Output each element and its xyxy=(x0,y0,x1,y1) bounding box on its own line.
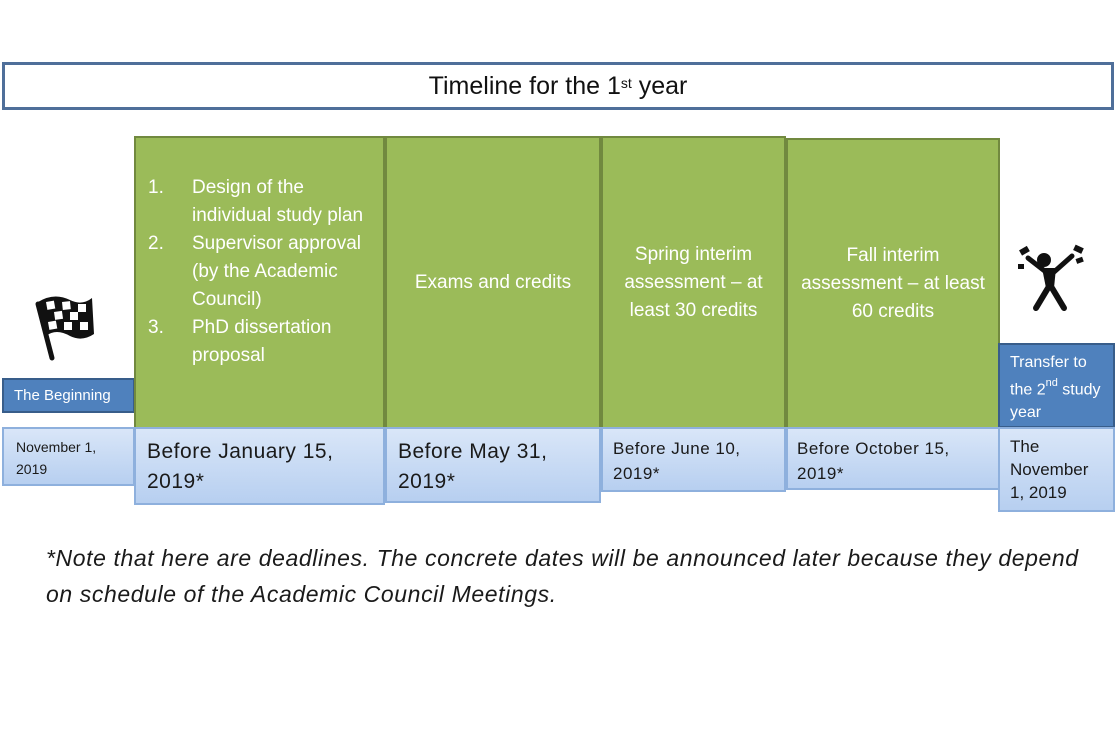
stage-fall-text: Fall interim assessment – at least 60 credits xyxy=(801,245,985,322)
title-sup: st xyxy=(620,75,632,91)
stage-fall-assessment xyxy=(786,138,1000,430)
start-label: The Beginning xyxy=(2,378,135,413)
stage-exams-text: Exams and credits xyxy=(414,272,572,293)
title-after: year xyxy=(631,71,688,100)
stage-spring-assessment xyxy=(601,136,786,430)
task-list xyxy=(148,174,375,370)
celebrating-person-icon xyxy=(1016,244,1090,318)
date-january: Before January 15, 2019* xyxy=(134,427,385,505)
task-item: 1. Design of the individual study plan xyxy=(148,177,364,226)
task-item: 2. Supervisor approval (by the Academic Council) xyxy=(148,233,361,310)
date-october: Before October 15, 2019* xyxy=(786,427,1000,490)
task-item: 3. PhD dissertation proposal xyxy=(148,317,332,366)
checkered-flag-icon xyxy=(30,290,96,362)
title-text: Timeline for the 1 xyxy=(428,71,621,100)
date-end: The November 1, 2019 xyxy=(998,427,1115,512)
timeline-title xyxy=(2,62,1114,110)
end-label: Transfer to the 2nd study year xyxy=(998,343,1115,428)
stage-exams xyxy=(385,136,601,430)
deadline-note: *Note that here are deadlines. The concrete dates will be announced later because they depend on schedule of the Academic Council Meetings. xyxy=(46,545,1079,607)
date-may: Before May 31, 2019* xyxy=(385,427,601,503)
date-start: November 1, 2019 xyxy=(2,427,135,486)
date-june: Before June 10, 2019* xyxy=(601,427,786,492)
stage-first-tasks xyxy=(134,136,385,430)
stage-spring-text: Spring interim assessment – at least 30 credits xyxy=(624,244,763,321)
